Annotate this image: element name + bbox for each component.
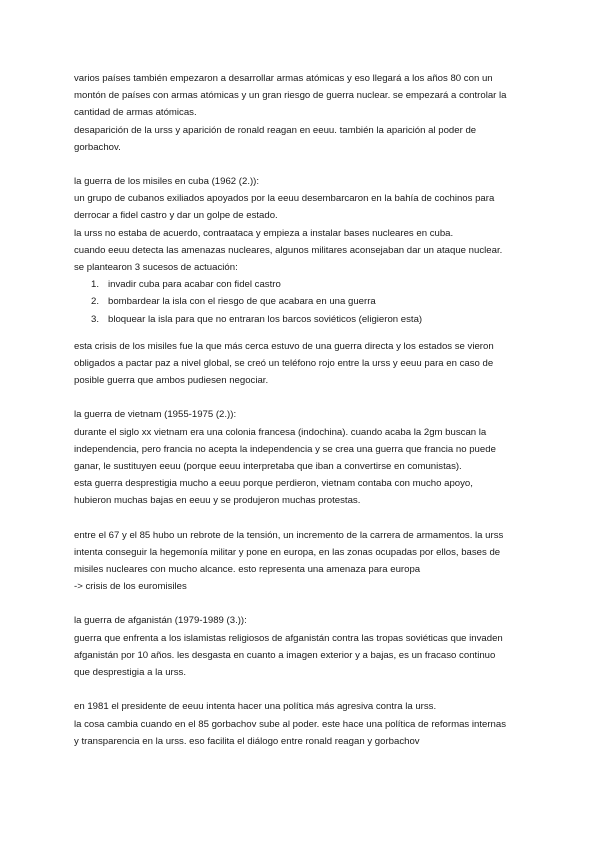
text-line: hubieron muchas bajas en eeuu y se produjeron muchas protestas. (74, 495, 361, 507)
text-line: y transparencia en la urss. eso facilita el diálogo entre ronald reagan y gorbachov (74, 735, 420, 747)
text-line: entre el 67 y el 85 hubo un rebrote de la tensión, un incremento de la carrera de armamentos. la urss (74, 529, 504, 541)
text-line: se plantearon 3 sucesos de actuación: (74, 262, 238, 274)
text-line: -> crisis de los euromisiles (74, 581, 187, 593)
list-item (74, 276, 534, 293)
text-line: ganar, le sustituyen eeuu (porque eeuu interpretaba que iban a convertirse en comunistas). (74, 461, 462, 473)
text-line: un grupo de cubanos exiliados apoyados por la eeuu desembarcaron en la bahía de cochinos para (74, 193, 495, 205)
section-heading: la guerra de los misiles en cuba (1962 (2.)): (74, 176, 260, 188)
text-line: montón de países con armas atómicas y un gran riesgo de guerra nuclear. se empezará a controlar la (74, 90, 507, 102)
paragraph-intro (74, 70, 534, 156)
list-item (74, 311, 534, 328)
document-page (74, 70, 534, 750)
section-heading: la guerra de vietnam (1955-1975 (2.)): (74, 409, 237, 421)
list-number: 3. (91, 313, 100, 325)
options-list (74, 276, 534, 328)
text-line: que desprestigia a la urss. (74, 667, 186, 679)
text-line: intenta conseguir la hegemonía militar y pone en europa, en las zonas ocupadas por ellos, bases de (74, 546, 501, 558)
text-line: varios países también empezaron a desarrollar armas atómicas y eso llegará a los años 80 con un (74, 73, 493, 84)
paragraph-tension (74, 527, 534, 596)
text-line: cantidad de armas atómicas. (74, 107, 197, 119)
text-line: misiles nucleares con mucho alcance. esto representa una amenaza para europa (74, 564, 421, 576)
list-item-text: bloquear la isla para que no entraran los barcos soviéticos (eligieron esta) (108, 313, 423, 325)
paragraph-1981 (74, 698, 534, 750)
text-line: la cosa cambia cuando en el 85 gorbachov sube al poder. este hace una política de reformas internas (74, 718, 506, 730)
list-number: 1. (91, 279, 100, 291)
list-item-text: bombardear la isla con el riesgo de que acabara en una guerra (108, 296, 376, 308)
text-line: la urss no estaba de acuerdo, contraataca y empieza a instalar bases nucleares en cuba. (74, 227, 454, 239)
list-item (74, 293, 534, 310)
text-line: obligados a pactar paz a nivel global, se creó un teléfono rojo entre la urss y eeuu para en caso de (74, 358, 494, 370)
text-line: cuando eeuu detecta las amenazas nucleares, algunos militares aconsejaban dar un ataque nuclear. (74, 244, 503, 256)
text-line: durante el siglo xx vietnam era una colonia francesa (indochina). cuando acaba la 2gm buscan la (74, 426, 487, 438)
paragraph-crisis (74, 338, 534, 390)
text-line: independencia, pero francia no acepta la independencia y se crea una guerra que francia no puede (74, 443, 496, 455)
text-line: guerra que enfrenta a los islamistas religiosos de afganistán contra las tropas soviéticas que invaden (74, 632, 503, 644)
section-afganistan (74, 612, 534, 681)
text-line: esta guerra desprestigia mucho a eeuu porque perdieron, vietnam contaba con mucho apoyo, (74, 478, 473, 490)
text-line: desaparición de la urss y aparición de ronald reagan en eeuu. también la aparición al poder de (74, 124, 477, 136)
text-line: en 1981 el presidente de eeuu intenta hacer una política más agresiva contra la urss. (74, 701, 437, 713)
text-line: derrocar a fidel castro y dar un golpe de estado. (74, 210, 278, 222)
list-item-text: invadir cuba para acabar con fidel castro (108, 279, 281, 291)
text-line: gorbachov. (74, 141, 121, 153)
section-cuba (74, 173, 534, 328)
list-number: 2. (91, 296, 100, 308)
section-vietnam (74, 406, 534, 509)
section-heading: la guerra de afganistán (1979-1989 (3.)): (74, 615, 247, 627)
text-line: posible guerra que ambos pudiesen negociar. (74, 375, 269, 387)
text-line: esta crisis de los misiles fue la que más cerca estuvo de una guerra directa y los estados se vieron (74, 340, 494, 352)
text-line: afganistán por 10 años. les desgasta en cuanto a imagen exterior y a bajas, es un fracaso continuo (74, 649, 496, 661)
